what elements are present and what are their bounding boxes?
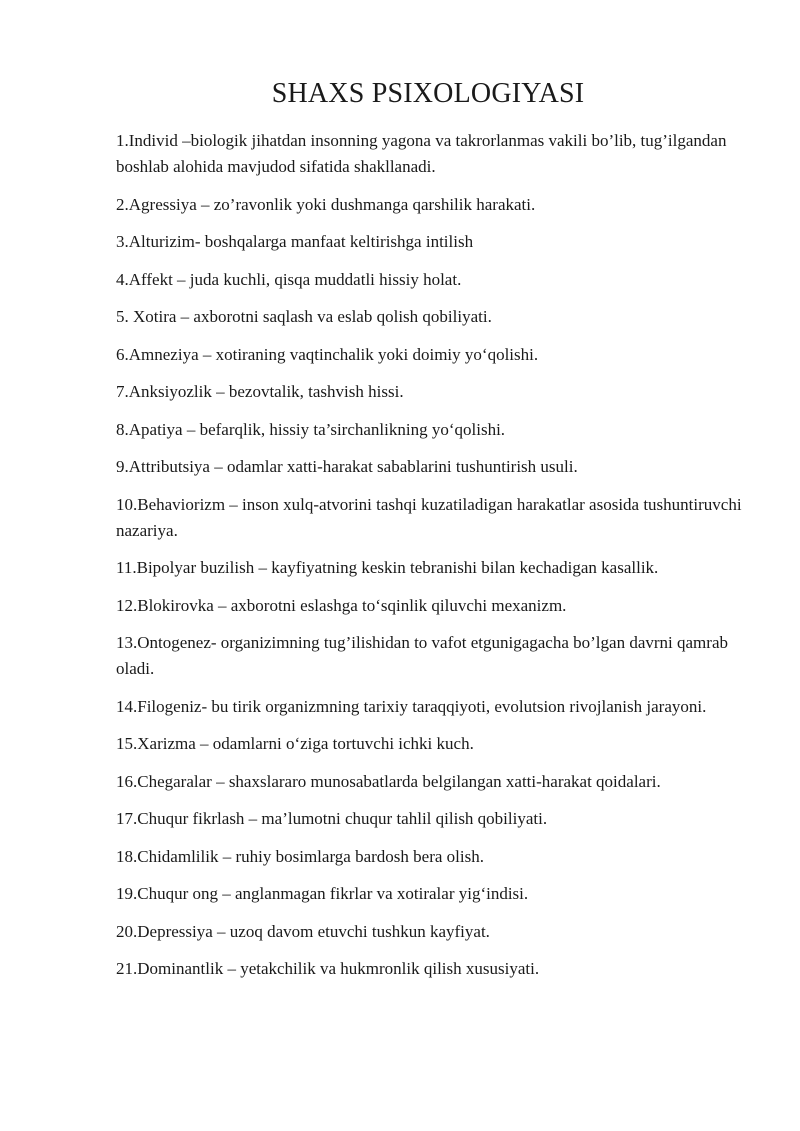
definition-item: 19.Chuqur ong – anglanmagan fikrlar va xotiralar yig‘indisi. bbox=[116, 884, 529, 903]
definition-item: 15.Xarizma – odamlarni o‘ziga tortuvchi ichki kuch. bbox=[116, 734, 474, 753]
document-title: SHAXS PSIXOLOGIYASI bbox=[271, 78, 585, 109]
definition-item: 9.Attributsiya – odamlar xatti-harakat sabablarini tushuntirish usuli. bbox=[116, 457, 578, 476]
definition-item: 1.Individ –biologik jihatdan insonning yagona va takrorlanmas vakili bo’lib, tug’ilgandan boshlab alohida mavjudod sifatida shakllanadi. bbox=[116, 131, 727, 176]
definition-item: 6.Amneziya – xotiraning vaqtinchalik yoki doimiy yo‘qolishi. bbox=[116, 344, 539, 364]
definition-item: 21.Dominantlik – yetakchilik va hukmronlik qilish xususiyati. bbox=[116, 959, 540, 978]
definition-item: 13.Ontogenez- organizimning tug’ilishidan to vafot etgunigagacha bo’lgan davrni qamrab oladi. bbox=[116, 633, 728, 678]
definition-list bbox=[116, 128, 744, 994]
definition-item: 8.Apatiya – befarqlik, hissiy ta’sirchanlikning yo‘qolishi. bbox=[116, 419, 506, 439]
definition-item: 20.Depressiya – uzoq davom etuvchi tushkun kayfiyat. bbox=[116, 921, 490, 941]
definition-item: 17.Chuqur fikrlash – ma’lumotni chuqur tahlil qilish qobiliyati. bbox=[116, 809, 548, 828]
definition-item: 16.Chegaralar – shaxslararo munosabatlarda belgilangan xatti-harakat qoidalari. bbox=[116, 771, 661, 791]
definition-item: 18.Chidamlilik – ruhiy bosimlarga bardosh bera olish. bbox=[116, 846, 484, 866]
definition-item: 7.Anksiyozlik – bezovtalik, tashvish hissi. bbox=[116, 382, 404, 401]
definition-item: 14.Filogeniz- bu tirik organizmning tarixiy taraqqiyoti, evolutsion rivojlanish jarayoni. bbox=[116, 696, 707, 716]
definition-item: 2.Agressiya – zo’ravonlik yoki dushmanga qarshilik harakati. bbox=[116, 194, 536, 214]
definition-item: 10.Behaviorizm – inson xulq-atvorini tashqi kuzatiladigan harakatlar asosida tushuntiruvchi nazariya. bbox=[116, 494, 742, 540]
definition-item: 5. Xotira – axborotni saqlash va eslab qolish qobiliyati. bbox=[116, 307, 492, 326]
definition-item: 3.Alturizim- boshqalarga manfaat keltirishga intilish bbox=[116, 232, 474, 251]
definition-item: 11.Bipolyar buzilish – kayfiyatning keskin tebranishi bilan kechadigan kasallik. bbox=[116, 558, 659, 577]
definition-item: 4.Affekt – juda kuchli, qisqa muddatli hissiy holat. bbox=[116, 269, 462, 289]
definition-item: 12.Blokirovka – axborotni eslashga to‘sqinlik qiluvchi mexanizm. bbox=[116, 595, 567, 615]
